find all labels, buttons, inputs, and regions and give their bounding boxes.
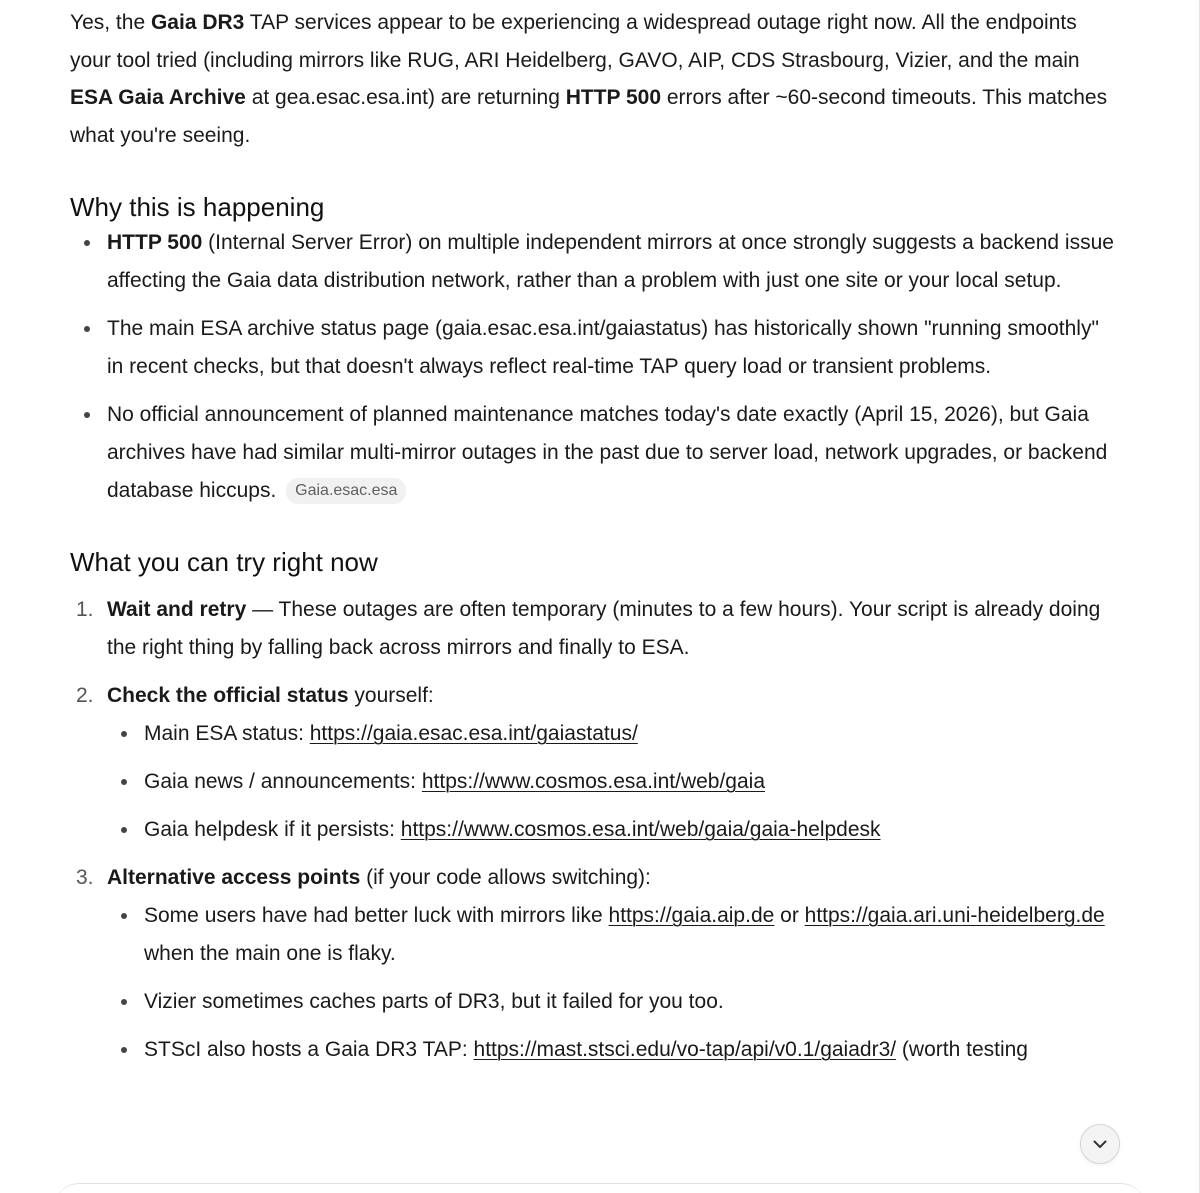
- composer-top-edge: [55, 1183, 1145, 1193]
- scroll-to-bottom-button[interactable]: [1080, 1124, 1120, 1164]
- list-item-text: Vizier sometimes caches parts of DR3, but it failed for you too.: [144, 990, 724, 1013]
- step-number: 2.: [76, 684, 94, 707]
- link-label: STScI also hosts a Gaia DR3 TAP:: [144, 1038, 474, 1061]
- step-item: [70, 859, 1120, 1069]
- list-item: [70, 310, 1120, 386]
- status-links-list: [107, 715, 1120, 849]
- step-title: Check the official status: [107, 684, 349, 707]
- list-item-text: No official announcement of planned maintenance matches today's date exactly (April 15, 2026), but Gaia archives have had similar multi-mirror outages in the past due to server load, network upgrades, or backend database hiccups.: [107, 403, 1108, 502]
- step-text: (if your code allows switching):: [360, 866, 651, 889]
- list-item-text: Some users have had better luck with mirrors like: [144, 904, 609, 927]
- intro-text: at gea.esac.esa.int) are returning: [245, 86, 566, 109]
- list-item-text: when the main one is flaky.: [144, 942, 396, 965]
- list-item: [70, 224, 1120, 300]
- list-item: [107, 897, 1120, 973]
- link-label: Gaia helpdesk if it persists:: [144, 818, 401, 841]
- steps-list: [70, 591, 1120, 1069]
- stsci-tap-link[interactable]: https://mast.stsci.edu/vo-tap/api/v0.1/gaiadr3/: [473, 1038, 897, 1061]
- intro-paragraph: [70, 4, 1120, 154]
- link-label: Main ESA status:: [144, 722, 310, 745]
- gaia-helpdesk-link[interactable]: https://www.cosmos.esa.int/web/gaia/gaia-helpdesk: [400, 818, 881, 841]
- esa-status-link[interactable]: https://gaia.esac.esa.int/gaiastatus/: [309, 722, 638, 745]
- step-item: [70, 677, 1120, 849]
- step-item: [70, 591, 1120, 667]
- step-number: 3.: [76, 866, 94, 889]
- list-item-bold: HTTP 500: [107, 231, 203, 254]
- list-item: [107, 811, 1120, 849]
- list-item: [107, 763, 1120, 801]
- step-title: Wait and retry: [107, 598, 247, 621]
- list-item: [107, 1031, 1120, 1069]
- ari-mirror-link[interactable]: https://gaia.ari.uni-heidelberg.de: [804, 904, 1105, 927]
- intro-text: errors after ~60-second timeouts. This matches what you're seeing.: [70, 86, 1108, 147]
- link-label: Gaia news / announcements:: [144, 770, 422, 793]
- intro-bold-http-500: HTTP 500: [565, 86, 662, 109]
- list-item: [107, 715, 1120, 753]
- list-item: [70, 396, 1120, 510]
- section-heading-why: Why this is happening: [70, 192, 325, 222]
- chevron-down-icon: [1090, 1134, 1110, 1154]
- gaia-news-link[interactable]: https://www.cosmos.esa.int/web/gaia: [421, 770, 766, 793]
- intro-bold-gaia-dr3: Gaia DR3: [150, 11, 245, 34]
- step-title: Alternative access points: [107, 866, 361, 889]
- list-item: [107, 983, 1120, 1021]
- assistant-message: [70, 4, 1120, 1069]
- intro-text: TAP services appear to be experiencing a widespread outage right now. All the endpoints your tool tried (including mirrors like RUG, ARI Heidelberg, GAVO, AIP, CDS Strasbourg, Vizier, and the main: [70, 11, 1080, 72]
- aip-mirror-link[interactable]: https://gaia.aip.de: [608, 904, 775, 927]
- citation-chip[interactable]: Gaia.esac.esa: [286, 478, 406, 504]
- why-list: [70, 224, 1120, 510]
- step-number: 1.: [76, 598, 94, 621]
- list-item-text: (worth testing: [896, 1038, 1028, 1061]
- step-text: yourself:: [348, 684, 434, 707]
- section-heading-try: What you can try right now: [70, 547, 378, 577]
- intro-bold-esa-archive: ESA Gaia Archive: [70, 86, 246, 109]
- alternatives-list: [107, 897, 1120, 1069]
- list-item-text: The main ESA archive status page (gaia.esac.esa.int/gaiastatus) has historically shown "running smoothly" in recent checks, but that doesn't always reflect real-time TAP query load or transient problems.: [107, 317, 1099, 378]
- list-item-text: (Internal Server Error) on multiple independent mirrors at once strongly suggests a backend issue affecting the Gaia data distribution network, rather than a problem with just one site or your local setup.: [107, 231, 1114, 292]
- list-item-text: or: [774, 904, 805, 927]
- step-text: — These outages are often temporary (minutes to a few hours). Your script is already doing the right thing by falling back across mirrors and finally to ESA.: [107, 598, 1101, 659]
- intro-text: Yes, the: [70, 11, 151, 34]
